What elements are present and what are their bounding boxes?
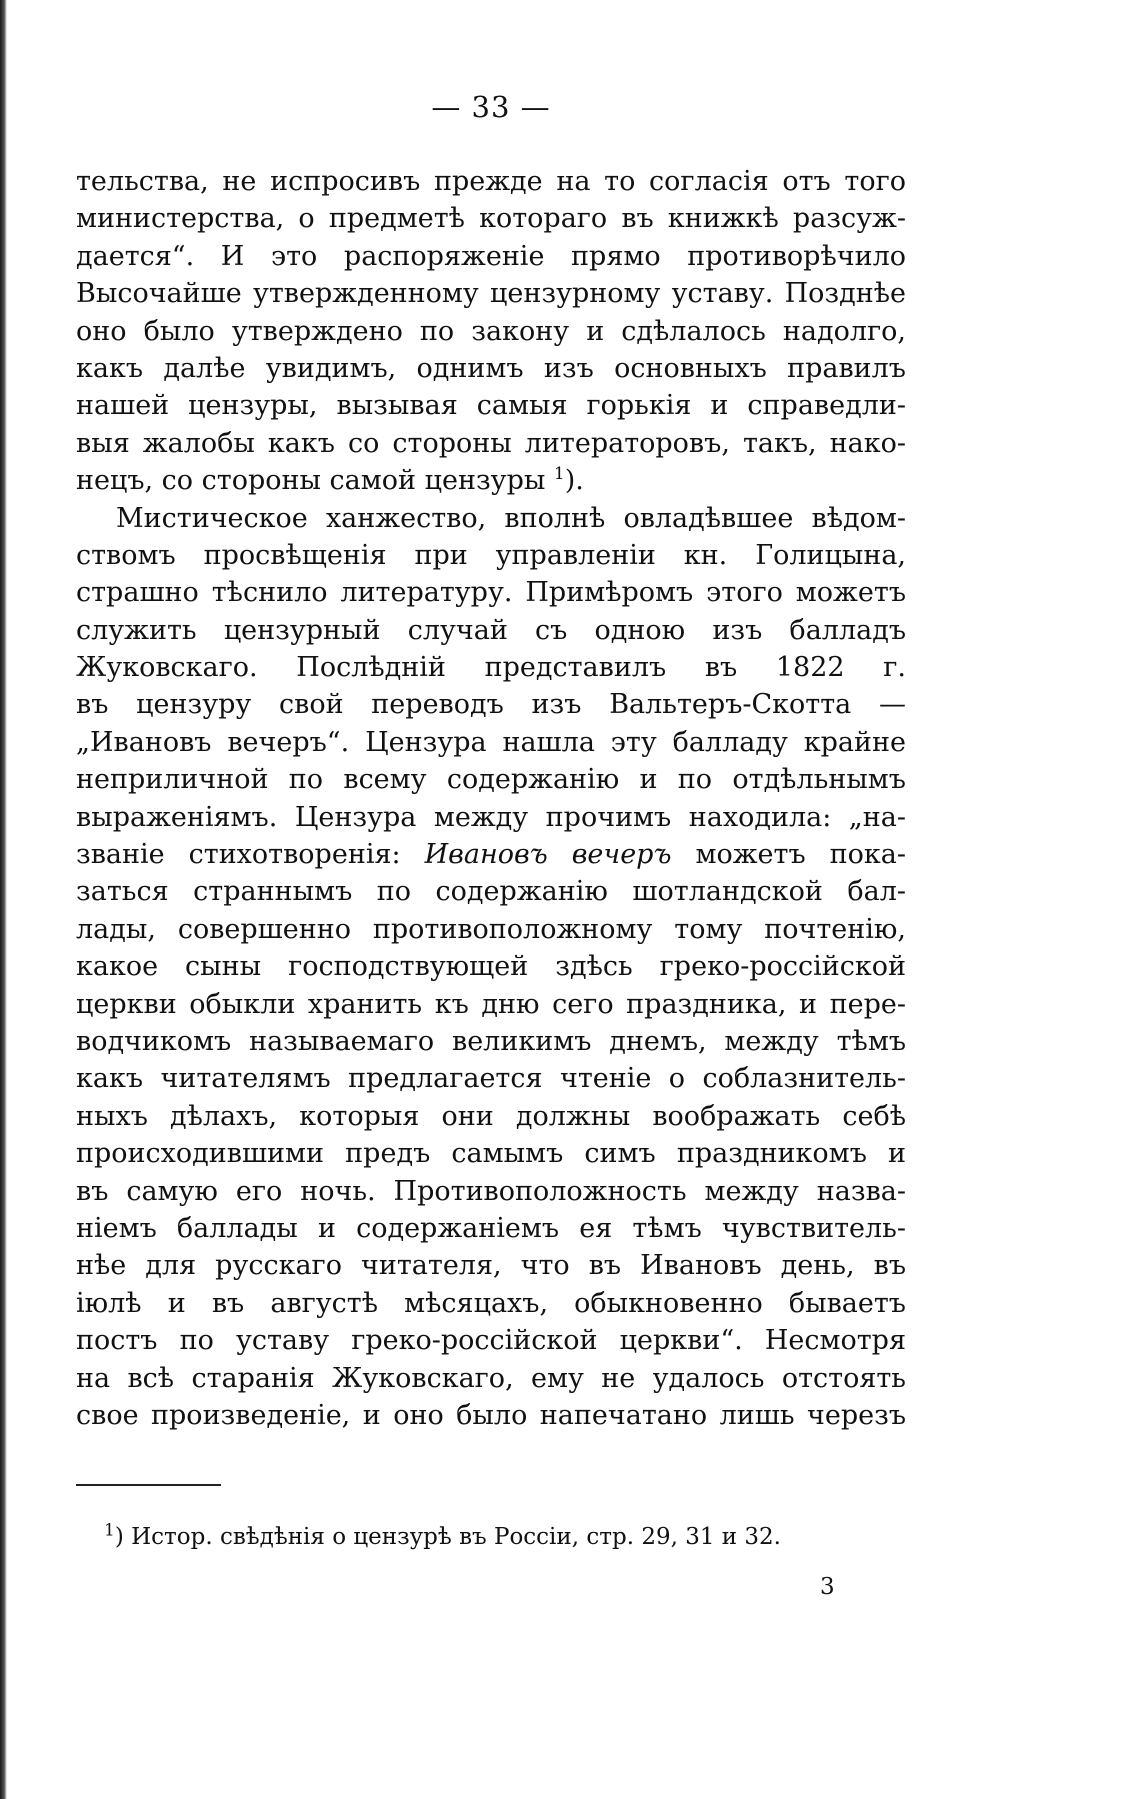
text-line: водчикомъ называемаго великимъ днемъ, между тѣмъ [76, 1025, 906, 1057]
body-text [76, 163, 906, 1434]
footnote-text: ) Истор. свѣдѣнія о цензурѣ въ Россіи, стр. 29, 31 и 32. [114, 1524, 781, 1550]
text-line: тельства, не испросивъ прежде на то согласія отъ того [76, 166, 906, 197]
text-line: постъ по уставу греко-россійской церкви“. Несмотря [76, 1325, 906, 1357]
paragraph-end-line [76, 462, 906, 499]
text-line: лады, совершенно противоположному тому почтенію, [76, 913, 906, 945]
text-line: служить цензурный случай съ одною изъ балладъ [76, 614, 906, 646]
text-line: министерства, о предметѣ котораго въ книжкѣ разсуж- [76, 203, 906, 235]
page-number: — 33 — [431, 90, 551, 124]
book-spine-edge [0, 0, 7, 1799]
paragraph-first-line: Мистическое ханжество, вполнѣ овладѣвшее вѣдом- [116, 502, 906, 534]
italic-title: Ивановъ вечеръ [424, 839, 672, 871]
text-line: церкви обыкли хранить къ дню сего праздника, и пере- [76, 988, 906, 1020]
text-line: происходившими предъ самымъ симъ праздникомъ и [76, 1138, 906, 1170]
text-line: какъ далѣе увидимъ, однимъ изъ основныхъ правилъ [76, 352, 906, 384]
text-line: въ цензуру свой переводъ изъ Вальтеръ-Скотта — [76, 689, 906, 721]
text-line: какъ читателямъ предлагается чтеніе о соблазнитель- [76, 1063, 906, 1095]
text-line: выраженіямъ. Цензура между прочимъ находила: „на- [76, 801, 906, 833]
text-fragment: ). [564, 465, 584, 497]
text-line-with-italic [76, 836, 906, 873]
book-page [76, 0, 906, 1799]
text-line: іюлѣ и въ августѣ мѣсяцахъ, обыкновенно бываетъ [76, 1287, 906, 1319]
text-line: „Ивановъ вечеръ“. Цензура нашла эту балладу крайне [76, 726, 906, 758]
footnote-reference: 1 [553, 464, 565, 485]
text-line: въ самую его ночь. Противоположность между назва- [76, 1175, 906, 1207]
text-line: ніемъ баллады и содержаніемъ ея тѣмъ чувствитель- [76, 1212, 906, 1244]
text-fragment: званіе стихотворенія: [76, 839, 425, 871]
text-line: свое произведеніе, и оно было напечатано лишь черезъ [76, 1399, 906, 1431]
text-line: какое сыны господствующей здѣсь греко-россійской [76, 951, 906, 983]
text-line: нашей цензуры, вызывая самыя горькія и справедли- [76, 390, 906, 422]
signature-mark: 3 [820, 1574, 835, 1600]
text-line: на всѣ старанія Жуковскаго, ему не удалось отстоять [76, 1362, 906, 1394]
text-line: ныхъ дѣлахъ, которыя они должны воображать себѣ [76, 1100, 906, 1132]
text-line: дается“. И это распоряженіе прямо противорѣчило [76, 240, 906, 272]
text-line: страшно тѣснило литературу. Примѣромъ этого можетъ [76, 577, 906, 609]
footnote [104, 1520, 781, 1550]
text-line: выя жалобы какъ со стороны литераторовъ, такъ, нако- [76, 427, 906, 459]
text-line: неприличной по всему содержанію и по отдѣльнымъ [76, 764, 906, 796]
text-line: ствомъ просвѣщенія при управленіи кн. Голицына, [76, 539, 906, 571]
footnote-marker: 1 [104, 1520, 115, 1541]
text-fragment: нецъ, со стороны самой цензуры [76, 465, 554, 497]
text-fragment: можетъ пока- [671, 839, 906, 871]
text-line: заться страннымъ по содержанію шотландской бал- [76, 876, 906, 908]
text-line: оно было утверждено по закону и сдѣлалось надолго, [76, 315, 906, 347]
text-line: Жуковскаго. Послѣдній представилъ въ 1822 г. [76, 652, 906, 684]
footnote-divider [76, 1484, 221, 1486]
text-line: нѣе для русскаго читателя, что въ Ивановъ день, въ [76, 1250, 906, 1282]
text-line: Высочайше утвержденному цензурному уставу. Позднѣе [76, 278, 906, 310]
